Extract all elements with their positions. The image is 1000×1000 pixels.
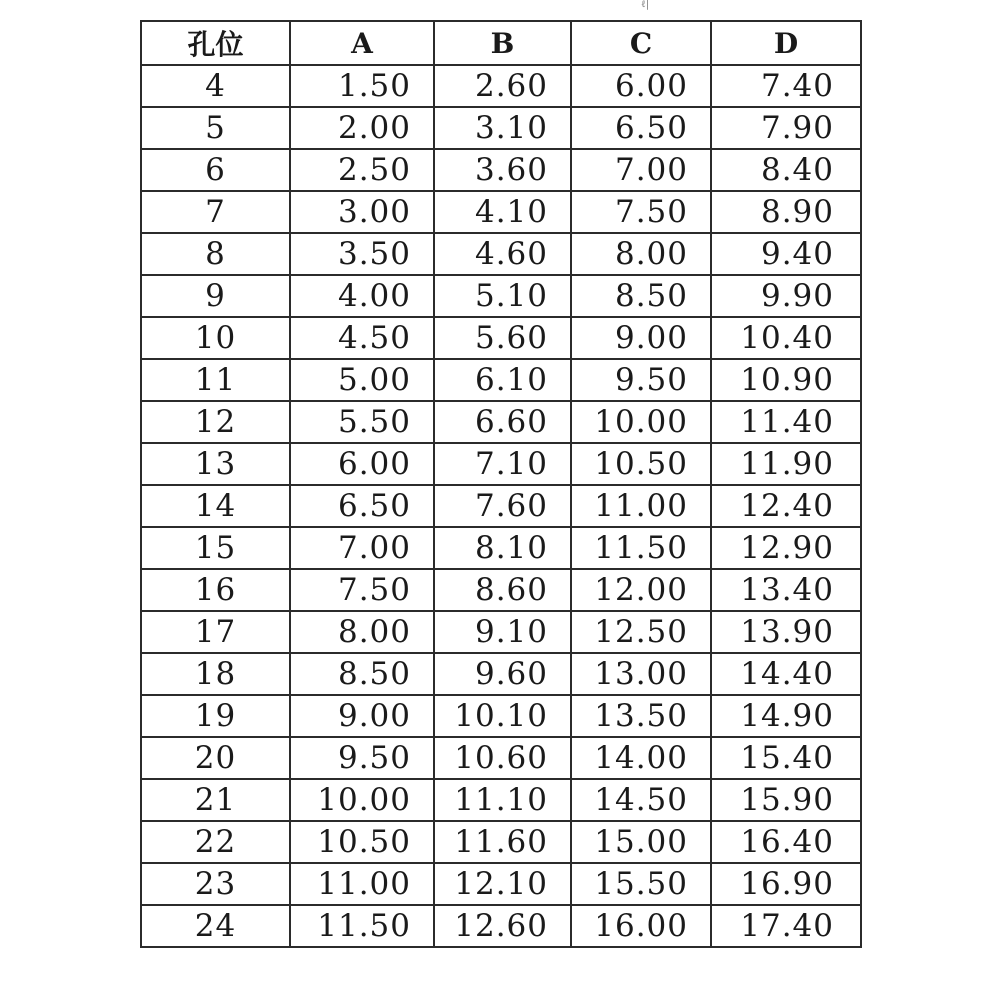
header-a: A [290,21,434,65]
cell-d: 10.40 [711,317,861,359]
cell-c: 13.50 [571,695,711,737]
header-hole-position: 孔位 [141,21,290,65]
table-row [141,191,861,233]
cell-b: 11.10 [434,779,571,821]
cell-b: 7.10 [434,443,571,485]
cell-d: 12.40 [711,485,861,527]
header-d: D [711,21,861,65]
cell-b: 9.10 [434,611,571,653]
cell-b: 8.10 [434,527,571,569]
table-row [141,611,861,653]
cell-b: 8.60 [434,569,571,611]
cell-d: 11.40 [711,401,861,443]
cell-d: 12.90 [711,527,861,569]
cell-d: 7.90 [711,107,861,149]
cell-b: 5.60 [434,317,571,359]
cell-a: 8.00 [290,611,434,653]
cell-a: 5.50 [290,401,434,443]
table-body [141,65,861,947]
cell-b: 4.10 [434,191,571,233]
cell-c: 7.00 [571,149,711,191]
table-row [141,359,861,401]
cell-hole-position: 23 [141,863,290,905]
cell-d: 10.90 [711,359,861,401]
cell-d: 7.40 [711,65,861,107]
cell-hole-position: 19 [141,695,290,737]
cell-d: 14.90 [711,695,861,737]
cell-c: 9.00 [571,317,711,359]
cell-a: 1.50 [290,65,434,107]
cell-c: 8.50 [571,275,711,317]
cell-a: 6.50 [290,485,434,527]
table-row [141,905,861,947]
cell-c: 10.00 [571,401,711,443]
cell-a: 11.50 [290,905,434,947]
cell-b: 10.60 [434,737,571,779]
cell-b: 2.60 [434,65,571,107]
cell-hole-position: 5 [141,107,290,149]
cell-c: 15.50 [571,863,711,905]
cell-hole-position: 10 [141,317,290,359]
cell-hole-position: 22 [141,821,290,863]
cell-c: 7.50 [571,191,711,233]
header-b: B [434,21,571,65]
table-row [141,653,861,695]
cell-a: 3.00 [290,191,434,233]
table-row [141,695,861,737]
cell-c: 12.50 [571,611,711,653]
cell-b: 5.10 [434,275,571,317]
cell-c: 16.00 [571,905,711,947]
cell-hole-position: 9 [141,275,290,317]
cell-hole-position: 14 [141,485,290,527]
cell-d: 15.40 [711,737,861,779]
cell-a: 8.50 [290,653,434,695]
cell-c: 11.00 [571,485,711,527]
cell-d: 8.40 [711,149,861,191]
table-row [141,275,861,317]
cell-d: 14.40 [711,653,861,695]
cell-d: 13.90 [711,611,861,653]
cell-b: 11.60 [434,821,571,863]
table-row [141,863,861,905]
hole-dimension-table [140,20,862,948]
cell-a: 2.00 [290,107,434,149]
cell-a: 7.00 [290,527,434,569]
cell-hole-position: 16 [141,569,290,611]
cell-hole-position: 6 [141,149,290,191]
cell-d: 16.90 [711,863,861,905]
cell-a: 10.00 [290,779,434,821]
cell-a: 11.00 [290,863,434,905]
cell-a: 4.50 [290,317,434,359]
cell-hole-position: 15 [141,527,290,569]
table-row [141,485,861,527]
cell-b: 3.60 [434,149,571,191]
cell-d: 8.90 [711,191,861,233]
cell-c: 10.50 [571,443,711,485]
table-row [141,149,861,191]
cell-c: 11.50 [571,527,711,569]
cell-hole-position: 12 [141,401,290,443]
header-c: C [571,21,711,65]
cell-a: 3.50 [290,233,434,275]
table-row [141,65,861,107]
cell-b: 10.10 [434,695,571,737]
cell-c: 15.00 [571,821,711,863]
cell-a: 7.50 [290,569,434,611]
cell-hole-position: 20 [141,737,290,779]
cell-d: 17.40 [711,905,861,947]
cell-d: 15.90 [711,779,861,821]
cell-hole-position: 24 [141,905,290,947]
cell-b: 12.10 [434,863,571,905]
cell-c: 8.00 [571,233,711,275]
cell-b: 7.60 [434,485,571,527]
table-row [141,233,861,275]
cell-a: 2.50 [290,149,434,191]
table-row [141,401,861,443]
cell-a: 10.50 [290,821,434,863]
cell-c: 9.50 [571,359,711,401]
cell-hole-position: 4 [141,65,290,107]
cell-d: 9.90 [711,275,861,317]
cell-hole-position: 7 [141,191,290,233]
cell-hole-position: 21 [141,779,290,821]
cell-hole-position: 8 [141,233,290,275]
cell-d: 13.40 [711,569,861,611]
cell-c: 12.00 [571,569,711,611]
corner-mark: ℓ| [641,0,650,10]
cell-a: 9.50 [290,737,434,779]
cell-c: 6.00 [571,65,711,107]
table-row [141,443,861,485]
cell-c: 14.50 [571,779,711,821]
cell-a: 5.00 [290,359,434,401]
cell-a: 6.00 [290,443,434,485]
cell-a: 4.00 [290,275,434,317]
cell-hole-position: 17 [141,611,290,653]
cell-a: 9.00 [290,695,434,737]
table-row [141,569,861,611]
cell-b: 4.60 [434,233,571,275]
table-row [141,737,861,779]
cell-c: 6.50 [571,107,711,149]
cell-d: 9.40 [711,233,861,275]
table-row [141,779,861,821]
cell-d: 11.90 [711,443,861,485]
cell-c: 14.00 [571,737,711,779]
cell-b: 9.60 [434,653,571,695]
table-header-row [141,21,861,65]
cell-hole-position: 11 [141,359,290,401]
table-row [141,317,861,359]
cell-d: 16.40 [711,821,861,863]
cell-hole-position: 13 [141,443,290,485]
table-row [141,527,861,569]
table-row [141,107,861,149]
cell-c: 13.00 [571,653,711,695]
cell-b: 6.10 [434,359,571,401]
cell-b: 3.10 [434,107,571,149]
table-row [141,821,861,863]
cell-hole-position: 18 [141,653,290,695]
cell-b: 12.60 [434,905,571,947]
cell-b: 6.60 [434,401,571,443]
